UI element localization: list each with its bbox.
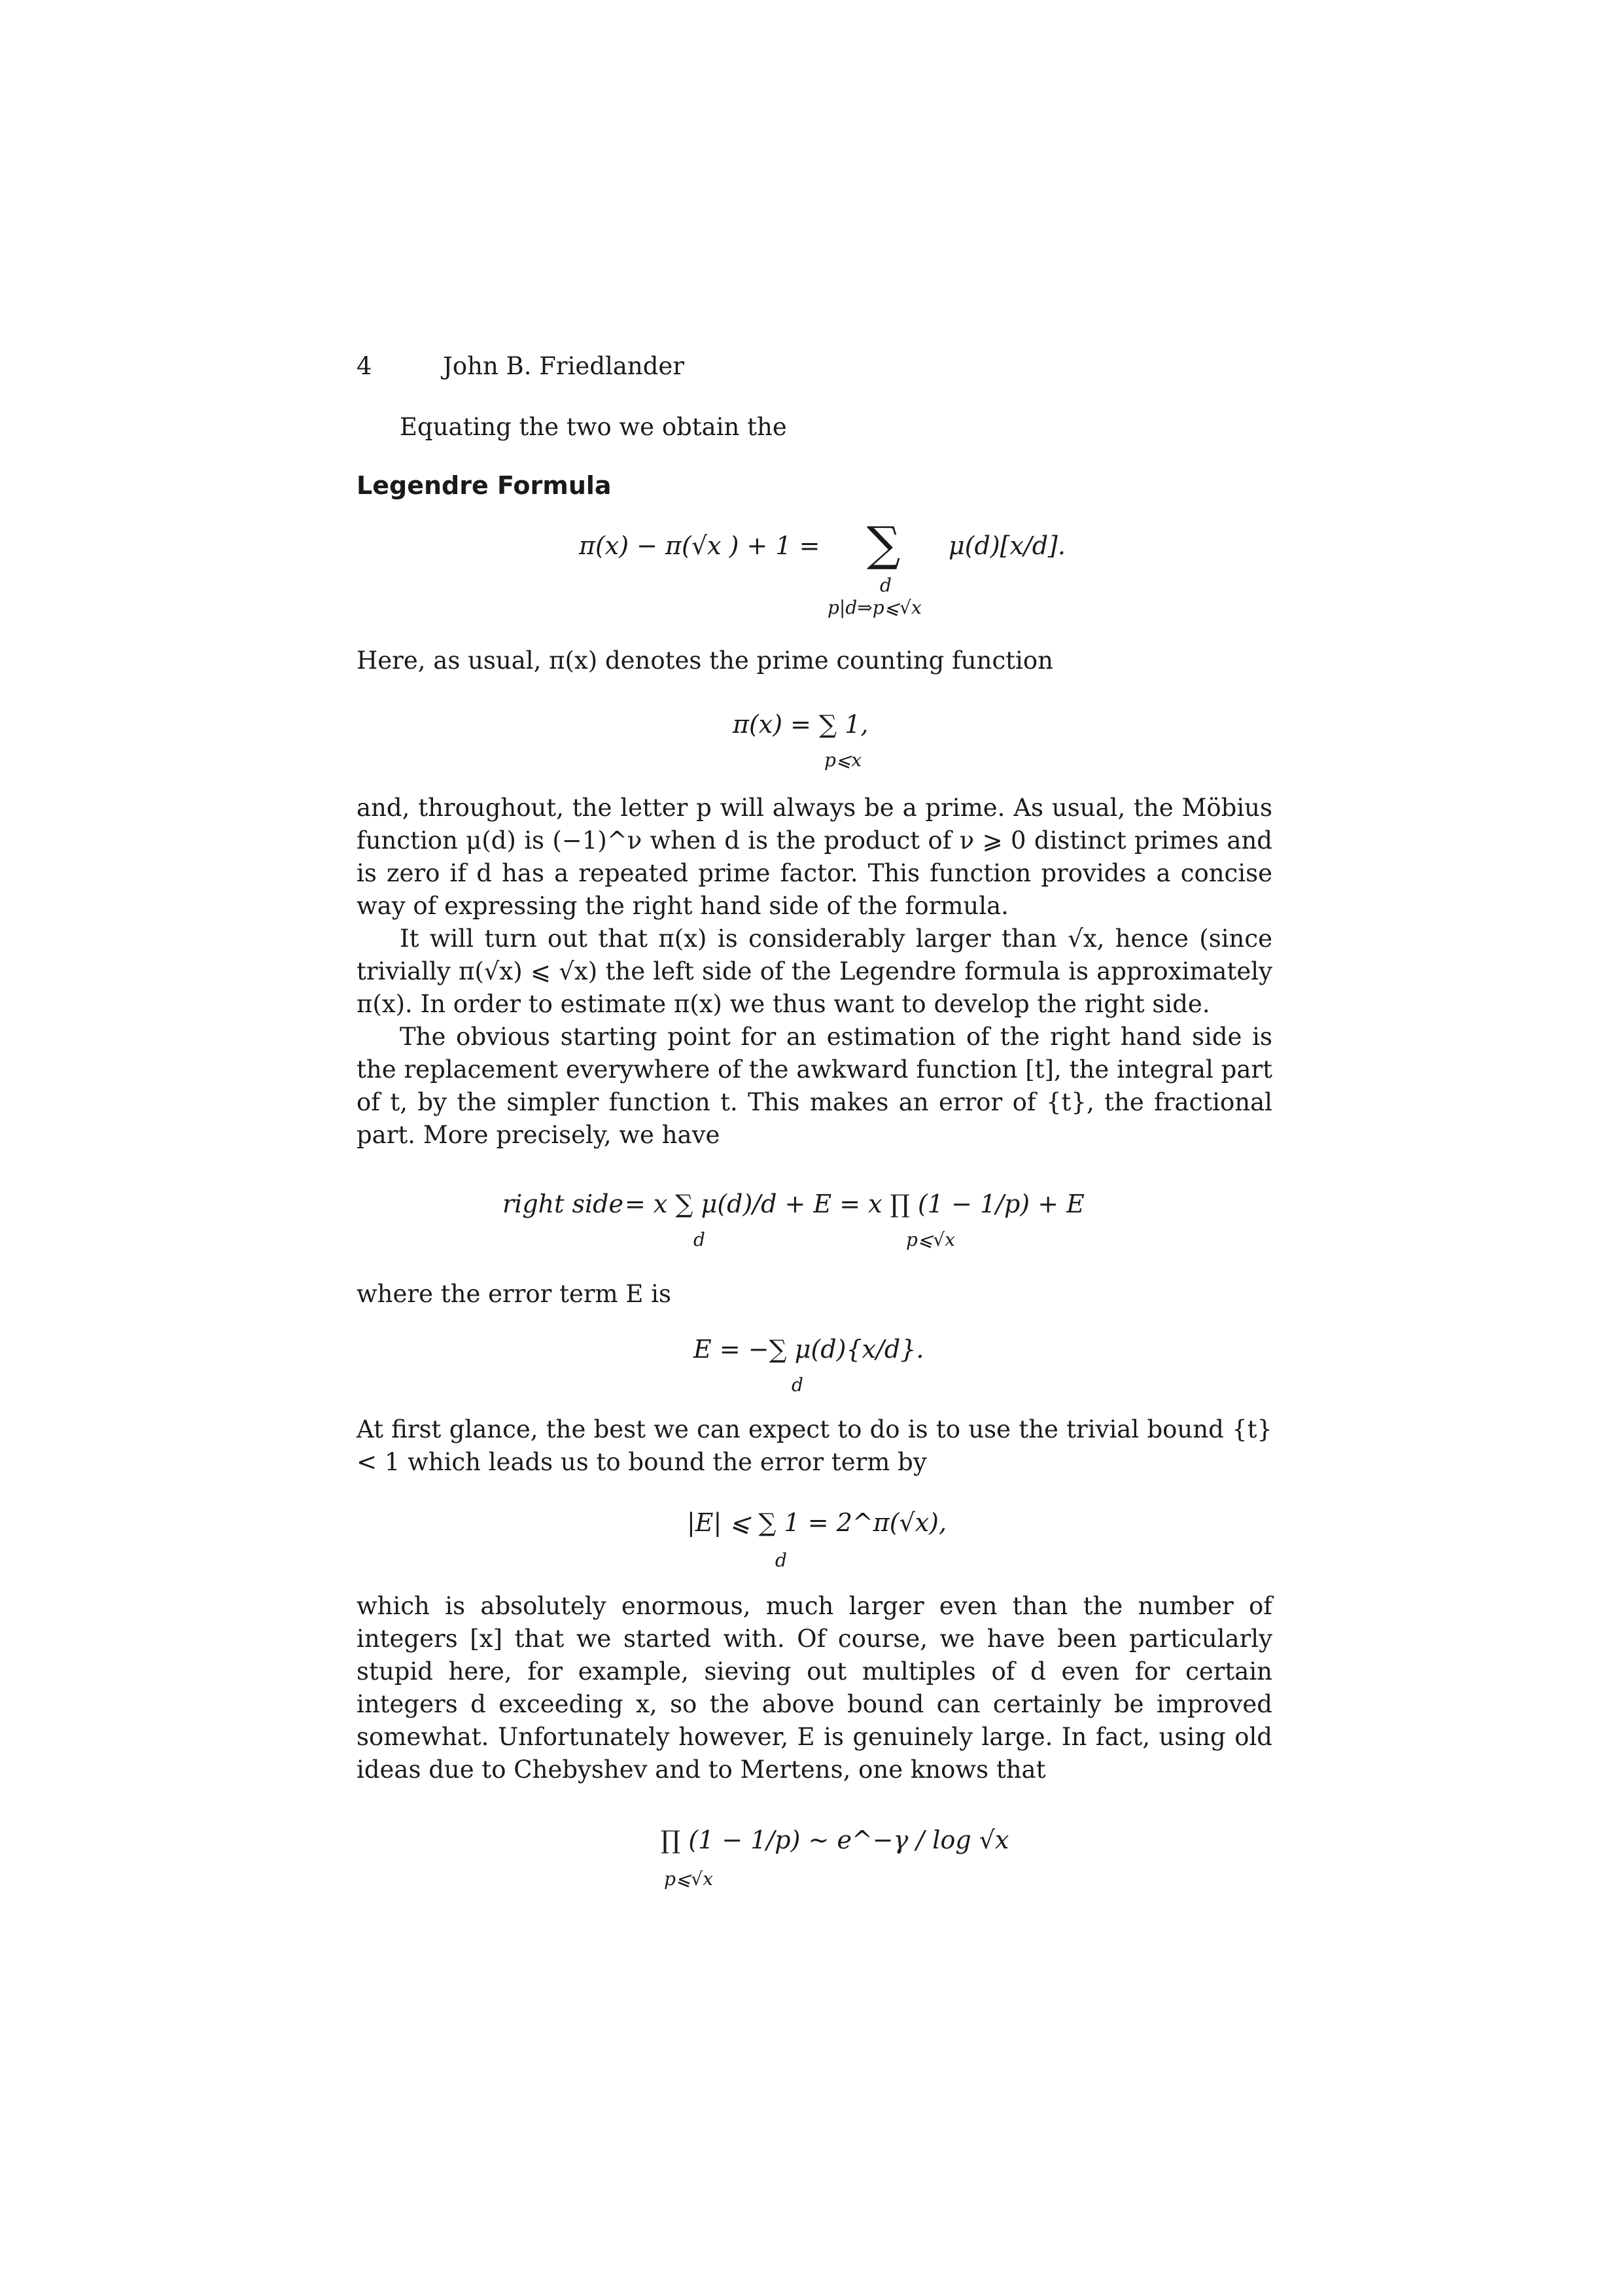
legendre-lhs: π(x) − π(√x ) + 1 = — [579, 531, 820, 560]
right-side-label: right side — [502, 1190, 623, 1218]
sum-symbol: ∑ — [867, 516, 901, 571]
running-head-author: John B. Friedlander — [443, 352, 685, 380]
E-def: E = −∑ μ(d){x/d}. — [693, 1335, 924, 1364]
right-side-sub-d: d — [693, 1229, 705, 1250]
paragraph-prime-counting: Here, as usual, π(x) denotes the prime counting function — [357, 646, 1053, 675]
paragraph-approximation: It will turn out that π(x) is considerably larger than √x, hence (since trivially π(√x) ⩽ √x) the left side of the Legendre formula is approximately π(x). In order to estimate π(x) we thus want to develop the right side. — [357, 925, 1272, 1018]
right-side-expression: = x ∑ μ(d)/d + E = x ∏ (1 − 1/p) + E — [625, 1190, 1085, 1218]
mertens: ∏ (1 − 1/p) ∼ e^−γ / log √x — [661, 1826, 1009, 1854]
E-bound: |E| ⩽ ∑ 1 = 2^π(√x), — [687, 1508, 947, 1537]
E-bound-sub: d — [775, 1549, 787, 1571]
paragraph-trivial-bound: At first glance, the best we can expect to do is to use the trivial bound {t} < 1 which leads us to bound the error term by — [357, 1415, 1272, 1476]
pi-sub: p⩽x — [824, 749, 862, 771]
paragraph-enormous: which is absolutely enormous, much larger even than the number of integers [x] that we started with. Of course, we have been particularly stupid here, for example, sieving out multiples of d even for certain integers d exceeding x, so the above bound can certainly be improved somewhat. Unfortunately however, E is genuinely large. In fact, using old ideas due to Chebyshev and to Mertens, one knows that — [357, 1592, 1272, 1784]
legendre-sub-d: d — [880, 574, 892, 596]
legendre-sub-condition: p|d⇒p⩽√x — [828, 597, 922, 618]
page-number: 4 — [357, 352, 372, 380]
section-heading: Legendre Formula — [357, 471, 612, 500]
right-side-sub-p: p⩽√x — [906, 1229, 956, 1250]
paragraph-mobius: and, throughout, the letter p will always be a prime. As usual, the Möbius function μ(d) is (−1)^ν when d is the product of ν ⩾ 0 distinct primes and is zero if d has a repeated prime factor. This function provides a concise way of expressing the right hand side of the formula. — [357, 794, 1272, 920]
mertens-sub: p⩽√x — [664, 1868, 714, 1890]
pi-def: π(x) = ∑ 1, — [733, 710, 869, 739]
E-sub: d — [792, 1374, 803, 1396]
legendre-rhs: μ(d)[x/d]. — [949, 531, 1066, 560]
paragraph-starting-point: The obvious starting point for an estimation of the right hand side is the replacement everywhere of the awkward function [t], the integral part of t, by the simpler function t. This makes an error of {t}, the fractional part. More precisely, we have — [357, 1023, 1272, 1149]
paragraph-intro: Equating the two we obtain the — [400, 413, 787, 441]
paragraph-error-term: where the error term E is — [357, 1280, 671, 1308]
